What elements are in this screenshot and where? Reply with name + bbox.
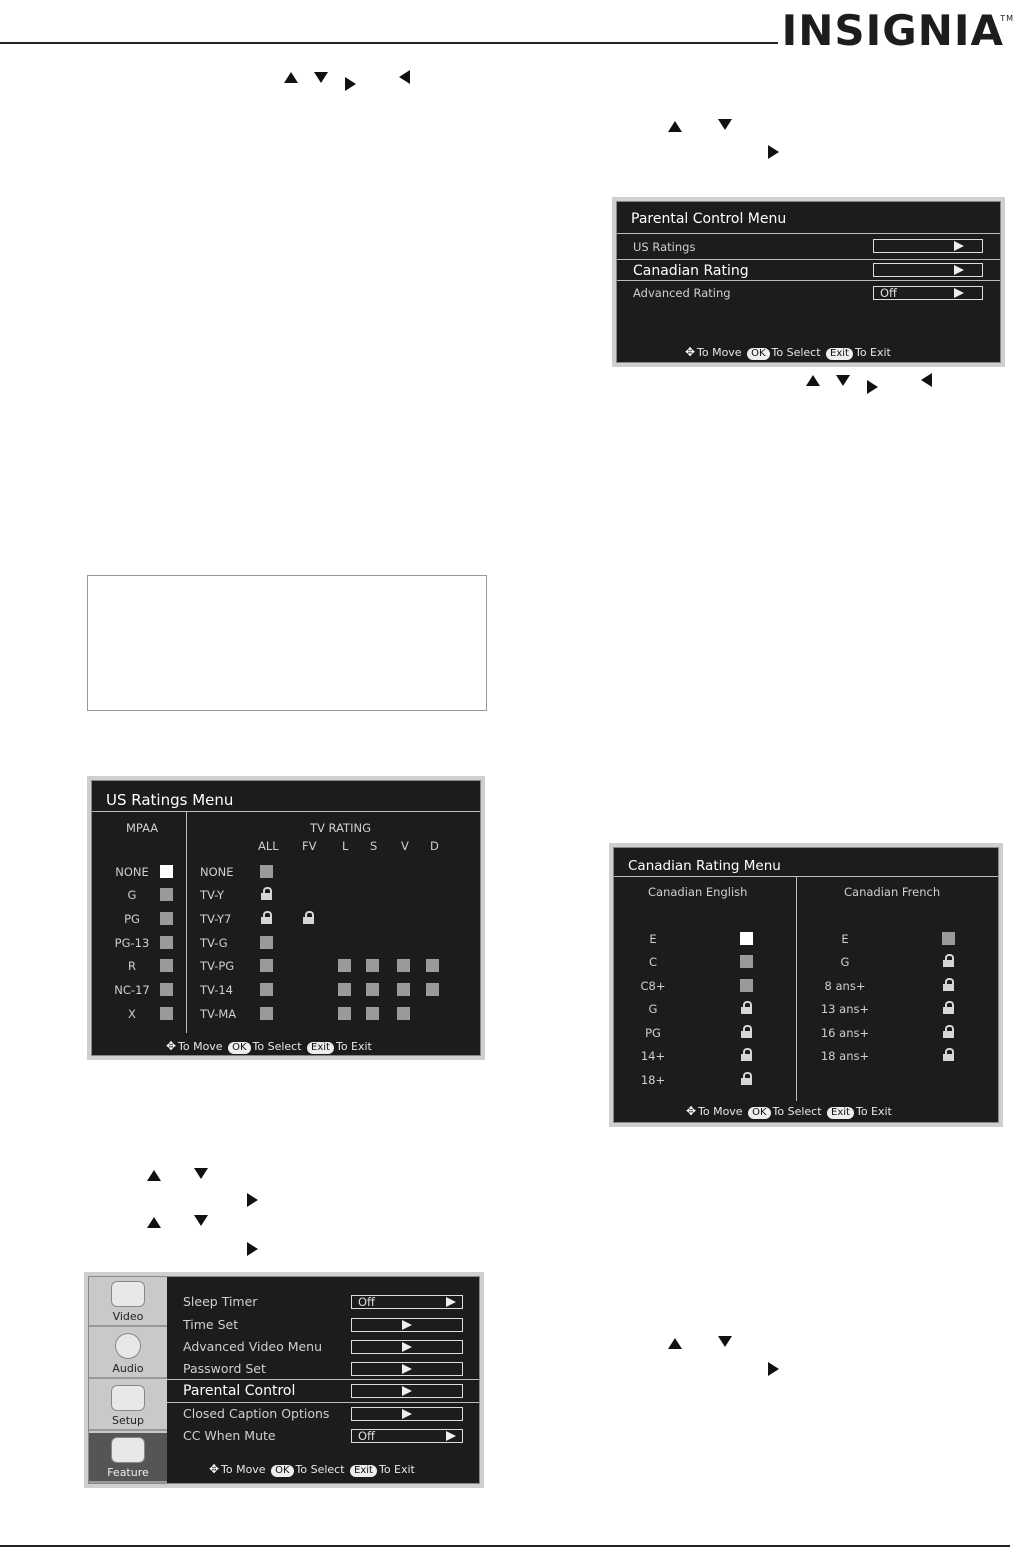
column-header: V	[401, 839, 409, 853]
move-icon: ✥	[208, 1462, 220, 1476]
canadian-rating-menu	[609, 843, 1003, 1127]
lock-icon[interactable]	[943, 1001, 954, 1014]
footer-rule	[0, 1545, 1010, 1547]
setup-menu-value[interactable]	[351, 1407, 463, 1421]
side-menu	[89, 1277, 167, 1483]
right-arrow-icon	[402, 1342, 412, 1352]
move-icon: ✥	[165, 1039, 177, 1053]
french-rating-label: 18 ans+	[820, 1049, 870, 1063]
rating-checkbox[interactable]	[426, 959, 439, 972]
mpaa-rating-label: R	[128, 959, 136, 973]
tv-rating-label: TV-Y	[200, 888, 225, 902]
parental-control-menu	[612, 197, 1005, 367]
mpaa-checkbox[interactable]	[160, 936, 173, 949]
tv-rating-label: TV-14	[200, 983, 234, 997]
right-arrow-icon	[402, 1364, 412, 1374]
right-arrow-icon	[345, 77, 356, 91]
french-rating-label: 16 ans+	[820, 1026, 870, 1040]
mpaa-checkbox[interactable]	[160, 983, 173, 996]
us-ratings-value[interactable]	[873, 239, 983, 253]
canadian-rating-value[interactable]	[873, 263, 983, 277]
selection-rule	[167, 1402, 479, 1403]
french-rating-label: E	[841, 932, 849, 946]
brand-logo: INSIGNIA TM	[781, 6, 1014, 55]
english-rating-label: G	[648, 1002, 658, 1016]
tv-rating-header: TV RATING	[310, 821, 371, 835]
side-item-setup[interactable]: Setup	[89, 1381, 167, 1431]
setup-menu-item[interactable]: Parental Control	[183, 1383, 296, 1399]
setup-menu-item[interactable]: Sleep Timer	[183, 1294, 258, 1309]
english-rating-label: C	[648, 955, 658, 969]
tv-rating-label: TV-MA	[200, 1007, 237, 1021]
english-header: Canadian English	[648, 885, 748, 899]
column-header: S	[370, 839, 378, 853]
up-arrow-icon	[668, 1338, 682, 1349]
lock-icon[interactable]	[303, 911, 314, 924]
menu-item-us-ratings[interactable]: US Ratings	[633, 240, 696, 254]
right-arrow-icon	[768, 145, 779, 159]
mpaa-rating-label: X	[128, 1007, 136, 1021]
rating-checkbox[interactable]	[366, 959, 379, 972]
down-arrow-icon	[194, 1215, 208, 1226]
tv-rating-label: TV-PG	[200, 959, 235, 973]
rating-checkbox[interactable]	[366, 1007, 379, 1020]
english-rating-label: C8+	[640, 979, 666, 993]
mpaa-rating-label: NONE	[115, 865, 149, 879]
mpaa-checkbox[interactable]	[160, 959, 173, 972]
rating-checkbox[interactable]	[338, 959, 351, 972]
lock-icon[interactable]	[741, 1072, 752, 1085]
left-arrow-icon	[921, 373, 932, 387]
mpaa-checkbox[interactable]	[160, 1007, 173, 1020]
rating-checkbox[interactable]	[260, 1007, 273, 1020]
english-rating-label: 18+	[640, 1073, 666, 1087]
mpaa-header: MPAA	[126, 821, 159, 835]
menu-item-canadian-rating[interactable]: Canadian Rating	[633, 263, 749, 279]
feature-icon	[111, 1437, 145, 1463]
up-arrow-icon	[147, 1170, 161, 1181]
rating-checkbox[interactable]	[366, 983, 379, 996]
down-arrow-icon	[718, 1336, 732, 1347]
right-arrow-icon	[247, 1193, 258, 1207]
lock-icon[interactable]	[261, 887, 272, 900]
french-rating-label: 13 ans+	[820, 1002, 870, 1016]
french-header: Canadian French	[844, 885, 941, 899]
setup-menu-value[interactable]	[351, 1362, 463, 1376]
english-rating-label: PG	[645, 1026, 661, 1040]
note-box	[87, 575, 487, 711]
rating-checkbox[interactable]	[338, 1007, 351, 1020]
setup-menu-value[interactable]: Off	[351, 1429, 463, 1443]
english-rating-label: 14+	[640, 1049, 666, 1063]
column-header: FV	[302, 839, 317, 853]
menu-footer: ✥ To Move OK To Select Exit To Exit	[208, 1462, 415, 1476]
lock-icon[interactable]	[741, 1001, 752, 1014]
mpaa-checkbox[interactable]	[160, 888, 173, 901]
up-arrow-icon	[147, 1217, 161, 1228]
side-item-audio[interactable]: Audio	[89, 1329, 167, 1379]
mpaa-rating-label: G	[127, 888, 137, 902]
right-arrow-icon	[402, 1320, 412, 1330]
lock-icon[interactable]	[943, 978, 954, 991]
us-ratings-menu	[87, 776, 485, 1060]
up-arrow-icon	[284, 72, 298, 83]
video-icon	[111, 1281, 145, 1307]
down-arrow-icon	[194, 1168, 208, 1179]
french-rating-label: 8 ans+	[824, 979, 866, 993]
lock-icon[interactable]	[943, 1048, 954, 1061]
menu-footer: ✥ To Move OK To Select Exit To Exit	[684, 345, 891, 359]
right-arrow-icon	[768, 1362, 779, 1376]
advanced-rating-value[interactable]: Off	[873, 286, 983, 300]
english-rating-label: E	[649, 932, 657, 946]
menu-item-advanced-rating[interactable]: Advanced Rating	[633, 286, 731, 300]
up-arrow-icon	[806, 375, 820, 386]
right-arrow-icon	[402, 1409, 412, 1419]
menu-title: Parental Control Menu	[631, 211, 787, 227]
move-icon: ✥	[685, 1104, 697, 1118]
tv-rating-label: NONE	[200, 865, 234, 879]
lock-icon[interactable]	[261, 911, 272, 924]
down-arrow-icon	[314, 72, 328, 83]
rating-checkbox[interactable]	[338, 983, 351, 996]
right-arrow-icon	[867, 380, 878, 394]
setup-menu-value[interactable]	[351, 1340, 463, 1354]
left-arrow-icon	[399, 70, 410, 84]
up-arrow-icon	[668, 121, 682, 132]
english-checkbox[interactable]	[740, 955, 753, 968]
down-arrow-icon	[836, 375, 850, 386]
setup-menu-value[interactable]	[351, 1318, 463, 1332]
mpaa-rating-label: PG	[124, 912, 140, 926]
right-arrow-icon	[446, 1297, 456, 1307]
french-checkbox[interactable]	[942, 932, 955, 945]
setup-menu-item[interactable]: CC When Mute	[183, 1428, 276, 1443]
rating-checkbox[interactable]	[260, 983, 273, 996]
rating-checkbox[interactable]	[260, 959, 273, 972]
rating-checkbox[interactable]	[260, 865, 273, 878]
column-header: D	[430, 839, 439, 853]
right-arrow-icon	[402, 1386, 412, 1396]
header-rule	[0, 42, 778, 44]
column-header: L	[342, 839, 349, 853]
french-rating-label: G	[840, 955, 850, 969]
lock-icon[interactable]	[943, 1025, 954, 1038]
lock-icon[interactable]	[741, 1048, 752, 1061]
down-arrow-icon	[718, 119, 732, 130]
mpaa-rating-label: PG-13	[114, 936, 150, 950]
rating-checkbox[interactable]	[426, 983, 439, 996]
side-item-video[interactable]: Video	[89, 1277, 167, 1327]
setup-menu-item[interactable]: Advanced Video Menu	[183, 1339, 323, 1354]
setup-menu	[84, 1272, 484, 1488]
setup-menu-item[interactable]: Time Set	[183, 1317, 239, 1332]
menu-title: Canadian Rating Menu	[628, 858, 781, 874]
lock-icon[interactable]	[741, 1025, 752, 1038]
menu-footer: ✥ To Move OK To Select Exit To Exit	[685, 1104, 892, 1118]
right-arrow-icon	[247, 1242, 258, 1256]
mpaa-checkbox[interactable]	[160, 912, 173, 925]
setup-menu-item[interactable]: Closed Caption Options	[183, 1406, 330, 1421]
mpaa-rating-label: NC-17	[114, 983, 150, 997]
mpaa-checkbox[interactable]	[160, 865, 173, 878]
setup-menu-value[interactable]	[351, 1384, 463, 1398]
rating-checkbox[interactable]	[397, 983, 410, 996]
rating-checkbox[interactable]	[397, 959, 410, 972]
selection-rule	[167, 1379, 479, 1380]
tv-rating-label: TV-G	[200, 936, 228, 950]
rating-checkbox[interactable]	[397, 1007, 410, 1020]
setup-icon	[111, 1385, 145, 1411]
column-header: ALL	[258, 839, 279, 853]
side-item-feature[interactable]: Feature	[89, 1433, 167, 1483]
english-checkbox[interactable]	[740, 932, 753, 945]
menu-footer: ✥ To Move OK To Select Exit To Exit	[165, 1039, 372, 1053]
right-arrow-icon	[446, 1431, 456, 1441]
rating-checkbox[interactable]	[260, 936, 273, 949]
speaker-icon	[115, 1333, 141, 1359]
setup-menu-value[interactable]: Off	[351, 1295, 463, 1309]
menu-title: US Ratings Menu	[106, 791, 234, 809]
move-icon: ✥	[684, 345, 696, 359]
tv-rating-label: TV-Y7	[200, 912, 232, 926]
english-checkbox[interactable]	[740, 979, 753, 992]
setup-menu-item[interactable]: Password Set	[183, 1361, 266, 1376]
lock-icon[interactable]	[943, 954, 954, 967]
